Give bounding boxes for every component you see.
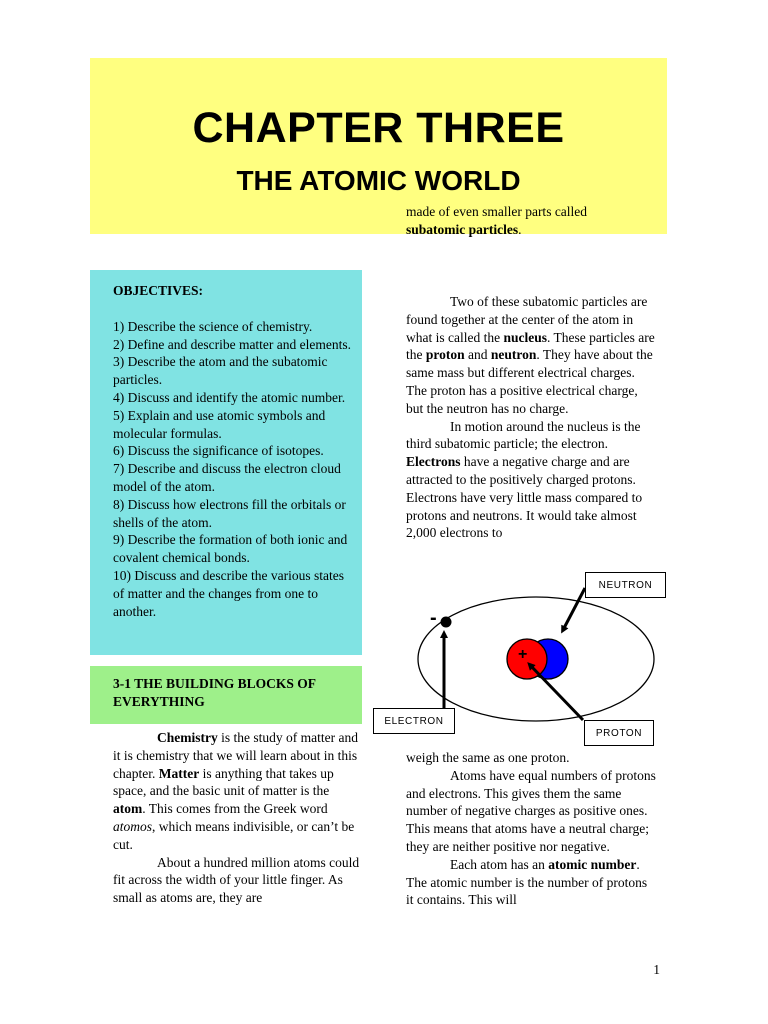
bold-term: Electrons bbox=[406, 454, 461, 470]
body-paragraph bbox=[406, 856, 656, 909]
objective-item: 6) Discuss the significance of isotopes. bbox=[113, 443, 324, 459]
body-paragraph bbox=[113, 729, 362, 854]
section-heading: 3-1 THE BUILDING BLOCKS OF EVERYTHING bbox=[113, 676, 316, 709]
text-run: . They have about the same mass but different electrical charges. The proton has a positive electrical charge, but the neutron has no charge. bbox=[406, 347, 653, 416]
italic-term: atomos bbox=[113, 818, 153, 834]
proton-label: PROTON bbox=[584, 720, 654, 746]
section-heading-box bbox=[90, 666, 362, 724]
objective-item: 5) Explain and use atomic symbols and molecular formulas. bbox=[113, 407, 326, 441]
right-top-line-2 bbox=[406, 221, 666, 239]
body-paragraph bbox=[406, 418, 656, 543]
electron-charge-sign: - bbox=[430, 607, 437, 629]
text-run: In motion around the nucleus is the third subatomic particle; the electron. bbox=[406, 418, 641, 452]
objective-item: 8) Discuss how electrons fill the orbitals or shells of the atom. bbox=[113, 496, 346, 530]
text-run: . This comes from the Greek word bbox=[142, 801, 328, 817]
objectives-box bbox=[90, 270, 362, 655]
body-paragraph bbox=[113, 854, 362, 907]
electron-label: ELECTRON bbox=[373, 708, 455, 734]
bold-term: neutron bbox=[490, 347, 537, 363]
text-run: . The atomic number is the number of protons it contains. This will bbox=[406, 856, 648, 908]
text-run: Each atom has an bbox=[450, 856, 549, 872]
chapter-subtitle: THE ATOMIC WORLD bbox=[236, 165, 521, 196]
text-run: is anything that takes up space, and the basic unit of matter is the bbox=[113, 765, 334, 799]
text-run: Two of these subatomic particles are found together at the center of the atom in what is called the bbox=[406, 294, 648, 345]
objective-item: 7) Describe and discuss the electron cloud model of the atom. bbox=[113, 461, 341, 494]
objectives-list bbox=[113, 318, 356, 621]
right-top-line-1 bbox=[406, 203, 666, 221]
left-column-body bbox=[113, 729, 362, 907]
objective-item: 2) Define and describe matter and elements. bbox=[113, 336, 352, 352]
objectives-heading: OBJECTIVES: bbox=[113, 283, 204, 298]
bold-term: atomic number bbox=[548, 856, 637, 872]
proton-charge-sign: + bbox=[518, 646, 528, 663]
electron-particle bbox=[441, 617, 452, 628]
objective-item: 3) Describe the atom and the subatomic particles. bbox=[113, 354, 328, 388]
bold-term: proton bbox=[425, 347, 465, 363]
text-run: is the study of matter and it is chemistry that we will learn about in this chapter. bbox=[113, 730, 358, 781]
bold-term: nucleus bbox=[503, 329, 547, 345]
body-paragraph bbox=[406, 293, 656, 418]
page-number: 1 bbox=[653, 962, 660, 977]
chapter-title: CHAPTER THREE bbox=[192, 104, 565, 152]
text-run: . bbox=[518, 221, 522, 237]
bold-term: Chemistry bbox=[157, 730, 218, 745]
objective-item: 10) Discuss and describe the various states of matter and the changes from one to another. bbox=[113, 567, 344, 619]
body-paragraph bbox=[406, 767, 656, 856]
text-run: made of even smaller parts called bbox=[406, 204, 588, 219]
objective-item: 4) Discuss and identify the atomic number. bbox=[113, 389, 346, 405]
bold-term: subatomic particles bbox=[406, 221, 519, 237]
text-run: Atoms have equal numbers of protons and electrons. This gives them the same number of negative charges as positive ones. This means that atoms have a neutral charge; they are neither positive nor negative. bbox=[406, 767, 656, 854]
neutron-label: NEUTRON bbox=[585, 572, 666, 598]
right-column-bottom-body bbox=[406, 749, 656, 909]
right-column-top-text bbox=[406, 203, 666, 239]
text-run: have a negative charge and are attracted to the positively charged protons. Electrons have very little mass compared to protons and neutrons. It would take almost 2,000 electrons to bbox=[406, 454, 643, 541]
bold-term: atom bbox=[113, 801, 143, 817]
text-run: About a hundred million atoms could fit across the width of your little finger. As small as atoms are, they are bbox=[113, 854, 360, 906]
body-paragraph bbox=[406, 749, 656, 767]
text-run: weigh the same as one proton. bbox=[406, 750, 570, 765]
right-column-middle-body bbox=[406, 293, 656, 542]
objective-item: 1) Describe the science of chemistry. bbox=[113, 318, 313, 334]
text-run: , which means indivisible, or can’t be cut. bbox=[113, 818, 355, 852]
objective-item: 9) Describe the formation of both ionic and covalent chemical bonds. bbox=[113, 532, 348, 566]
text-run: . These particles are the bbox=[406, 329, 655, 363]
neutron-arrow bbox=[563, 588, 585, 630]
bold-term: Matter bbox=[158, 765, 200, 781]
text-run: and bbox=[464, 347, 491, 363]
